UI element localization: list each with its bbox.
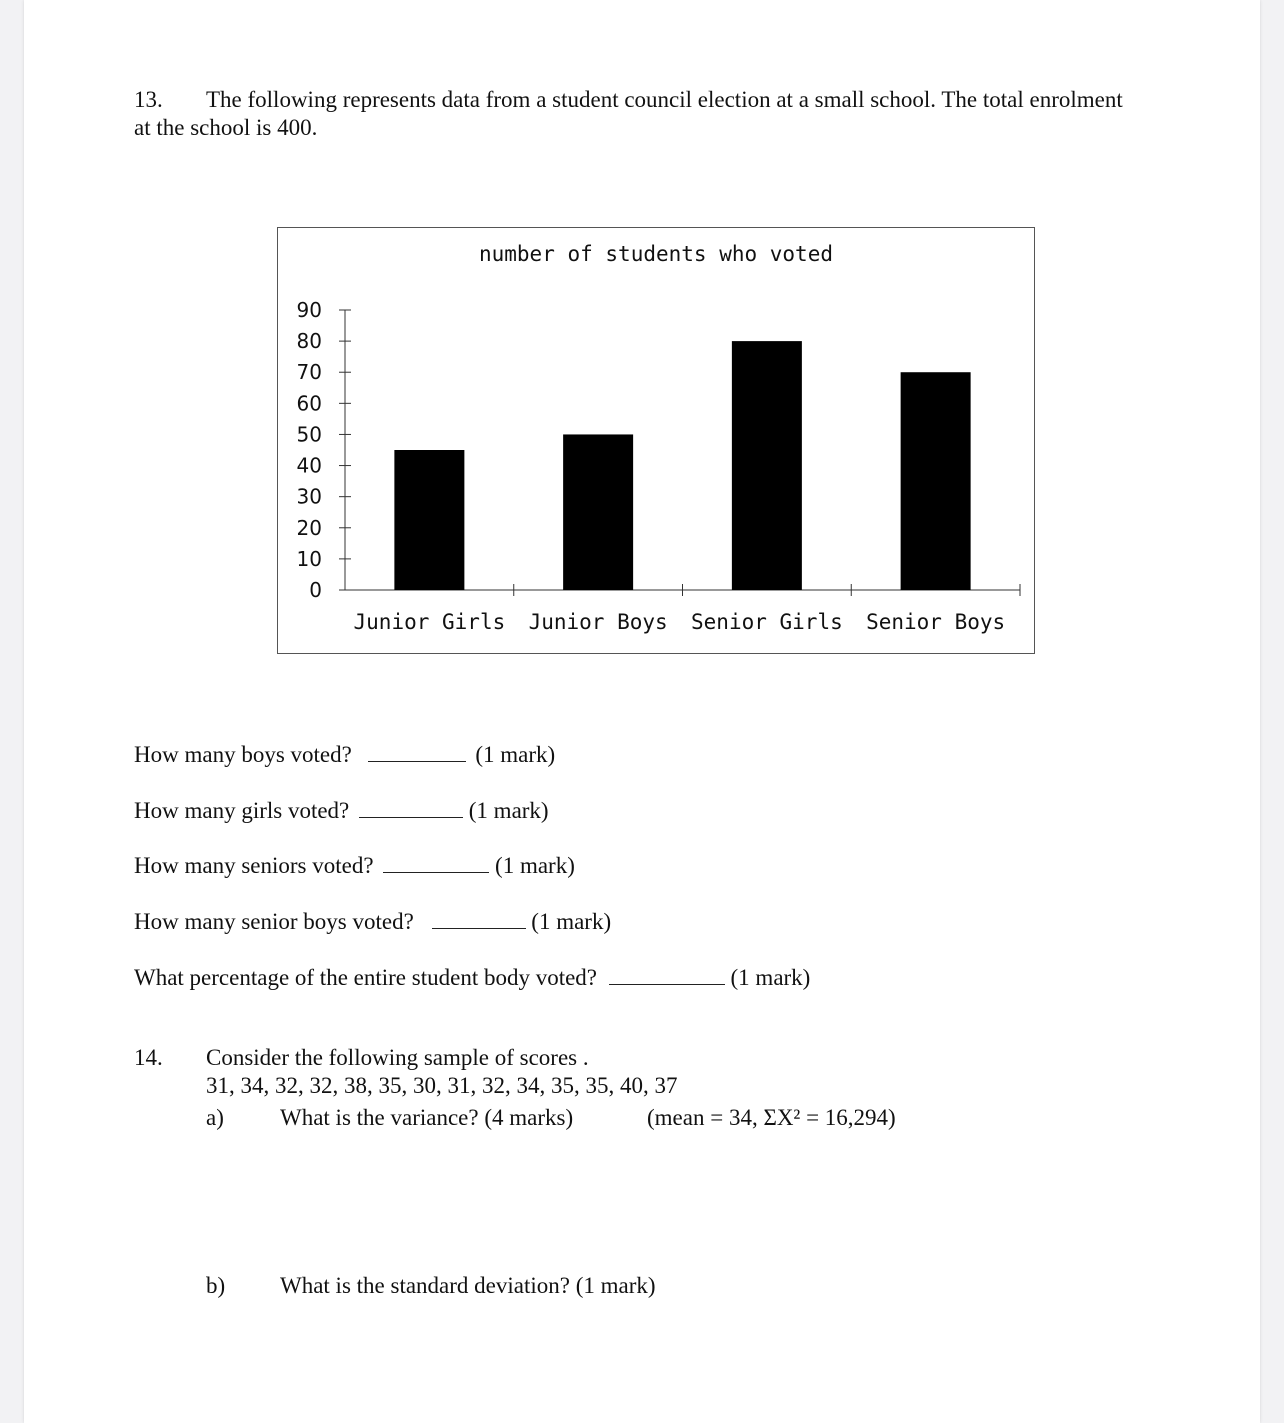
question-13-senior-boys	[134, 906, 611, 936]
answer-blank-boys[interactable]	[368, 739, 466, 762]
mark-label: (1 mark)	[495, 853, 575, 878]
question-text: How many boys voted?	[134, 742, 352, 767]
question-14-intro: Consider the following sample of scores .	[206, 1045, 589, 1070]
y-tick-label: 60	[296, 391, 322, 416]
question-13-percentage	[134, 962, 810, 992]
question-13-girls	[134, 795, 549, 825]
question-13-seniors	[134, 850, 575, 880]
mark-label: (1 mark)	[531, 909, 612, 934]
mark-label: (1 mark)	[730, 965, 811, 990]
mark-label: (1 mark)	[475, 742, 556, 767]
y-tick-label: 10	[296, 546, 322, 571]
question-14-scores: 31, 34, 32, 32, 38, 35, 30, 31, 32, 34, 35, 35, 40, 37	[206, 1073, 678, 1098]
question-13-number: 13.	[134, 87, 163, 112]
question-text: How many girls voted?	[134, 798, 350, 823]
question-13-intro-line1: The following represents data from a student council election at a small school. The total enrolment	[206, 87, 1123, 112]
part-a-label: a)	[206, 1105, 224, 1130]
category-label: Senior Boys	[866, 610, 1006, 634]
question-text: What percentage of the entire student body voted?	[134, 965, 598, 990]
bar-senior-boys	[901, 372, 971, 590]
part-b-label: b)	[206, 1273, 226, 1298]
question-14-number: 14.	[134, 1045, 163, 1070]
category-label: Senior Girls	[691, 610, 843, 634]
category-label: Junior Boys	[528, 610, 668, 634]
y-tick-label: 20	[296, 515, 322, 540]
chart-canvas	[278, 228, 1033, 652]
y-tick-label: 70	[296, 360, 322, 385]
worksheet-page	[24, 0, 1260, 1423]
answer-blank-seniors[interactable]	[383, 850, 489, 873]
y-tick-label: 0	[309, 578, 322, 602]
answer-blank-girls[interactable]	[359, 795, 463, 818]
part-a-question: What is the variance? (4 marks)	[280, 1105, 574, 1130]
bars-group	[394, 341, 970, 590]
question-13-intro-line2: at the school is 400.	[134, 115, 318, 140]
category-labels	[354, 610, 1006, 634]
bar-junior-girls	[394, 450, 464, 590]
y-tick-label: 80	[296, 329, 322, 354]
question-text: How many seniors voted?	[134, 853, 374, 878]
mark-label: (1 mark)	[468, 798, 549, 823]
chart-title: number of students who voted	[478, 242, 834, 266]
question-text: How many senior boys voted?	[134, 909, 414, 934]
y-tick-label: 30	[296, 484, 322, 509]
answer-blank-percentage[interactable]	[609, 962, 725, 985]
bar-junior-boys	[563, 434, 633, 590]
y-tick-label: 90	[296, 298, 322, 322]
bar-senior-girls	[732, 341, 802, 590]
votes-bar-chart	[277, 227, 1035, 654]
answer-blank-senior-boys[interactable]	[432, 906, 526, 929]
y-tick-label: 50	[296, 422, 322, 447]
question-13-boys	[134, 739, 555, 769]
part-b-question: What is the standard deviation? (1 mark)	[280, 1273, 656, 1298]
part-a-given-values: (mean = 34, ΣX² = 16,294)	[647, 1105, 896, 1130]
y-tick-label: 40	[296, 453, 322, 478]
category-label: Junior Girls	[353, 610, 506, 634]
y-axis-ticks	[297, 298, 351, 602]
